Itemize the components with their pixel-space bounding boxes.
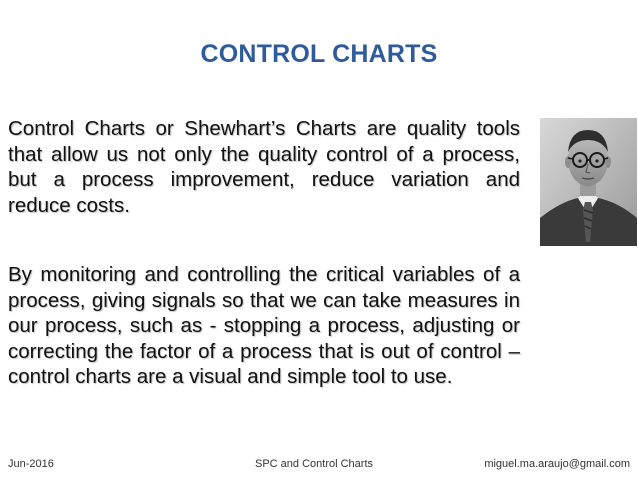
footer-title: SPC and Control Charts (255, 458, 373, 470)
footer-date: Jun-2016 (8, 458, 54, 470)
paragraph-intro: Control Charts or Shewhart’s Charts are quality tools that allow us not only the quality control of a process, but a process improvement, reduce variation and reduce costs. (8, 117, 520, 217)
shewhart-portrait (540, 118, 637, 246)
footer-email: miguel.ma.araujo@gmail.com (484, 458, 630, 470)
slide-title: CONTROL CHARTS (200, 40, 438, 68)
paragraph-monitoring: By monitoring and controlling the critical variables of a process, giving signals so that we can take measures in our process, such as - stopping a process, adjusting or correcting the factor of a process that is out of control – control charts are a visual and simple tool to use. (8, 263, 520, 388)
